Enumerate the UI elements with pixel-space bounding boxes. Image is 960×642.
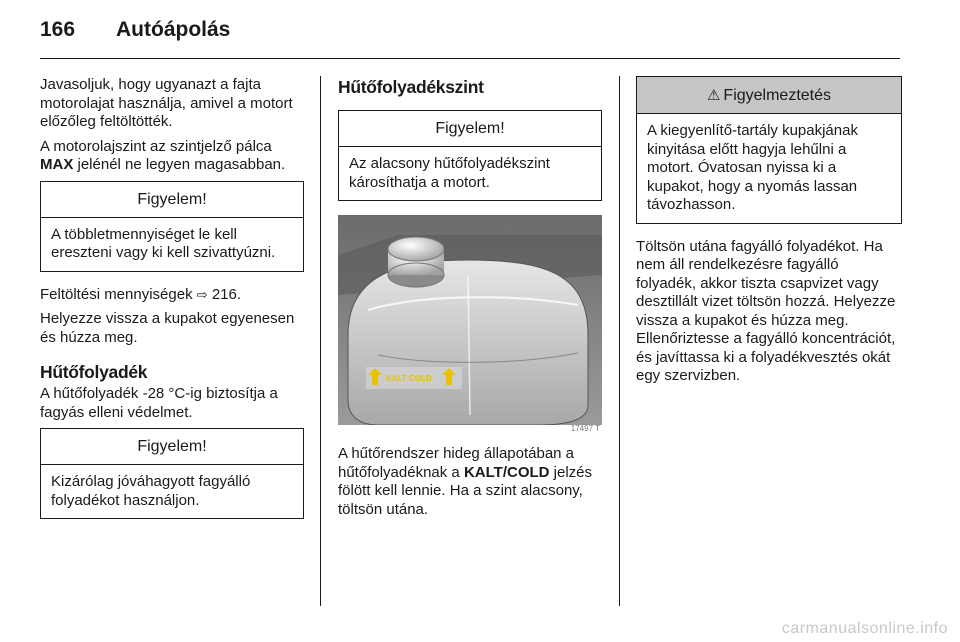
notice-box-excess <box>40 181 304 272</box>
capacities-text: Feltöltési mennyiségek <box>40 285 197 303</box>
notice-box-antifreeze <box>40 428 304 519</box>
page-number: 166 <box>40 18 76 41</box>
notice-body: Kizárólag jóváhagyott fagyálló folyadékot használjon. <box>51 473 251 509</box>
header-rule <box>40 58 900 59</box>
coolant-reservoir-illustration <box>338 215 602 435</box>
oil-type-paragraph: Javasoljuk, hogy ugyanazt a fajta motorolajat használja, amivel a motort előzőleg feltöltötték. <box>40 76 293 130</box>
column-divider-2 <box>619 76 620 606</box>
column-2 <box>338 76 602 525</box>
coolant-protection-paragraph: A hűtőfolyadék -28 °C-ig biztosítja a fagyás elleni védelmet. <box>40 385 278 421</box>
top-up-paragraph: Töltsön utána fagyálló folyadékot. Ha nem áll rendelkezésre fagyálló folyadék, akkor tiszta csapvizet vagy desztillált vizet töltsön hozzá. Helyezze vissza a kupakot és húzza meg. Ellenőriztesse a fagyálló koncentrációt, és javíttassa ki a folyadékvesztés okát egy szervizben. <box>636 237 896 384</box>
notice-box-low-coolant <box>338 110 602 201</box>
notice-body: A többletmennyiséget le kell ereszteni vagy ki kell szivattyúzni. <box>51 225 276 261</box>
column-3 <box>636 76 902 392</box>
oil-level-suffix: jelénél ne legyen magasabban. <box>73 156 286 173</box>
kalt-cold-label: KALT/COLD <box>463 463 550 481</box>
notice-heading: Figyelem! <box>41 182 303 218</box>
coolant-level-heading: Hűtőfolyadékszint <box>338 77 484 97</box>
column-1 <box>40 76 304 533</box>
site-watermark: carmanualsonline.info <box>781 620 948 637</box>
notice-heading: Figyelem! <box>41 429 303 465</box>
warning-box <box>636 76 902 224</box>
coolant-heading: Hűtőfolyadék <box>40 362 148 382</box>
page-title: Autóápolás <box>116 18 231 41</box>
page-header <box>40 14 900 54</box>
warning-body: A kiegyenlítő-tartály kupakjának kinyitása előtt hagyja lehűlni a motort. Óvatosan nyissa ki a kupakot, hogy a nyomás lassan távozhasson. <box>647 122 858 213</box>
oil-level-text: A motorolajszint az szintjelző pálca <box>40 137 272 155</box>
column-divider-1 <box>320 76 321 606</box>
max-mark: MAX <box>40 156 74 173</box>
cold-level-suffix: jelzés fölött kell lennie. Ha a szint alacsony, töltsön utána. <box>338 463 593 518</box>
cold-level-paragraph <box>338 445 602 519</box>
oil-level-paragraph <box>40 138 304 175</box>
cold-level-text: A hűtőrendszer hideg állapotában a hűtőfolyadéknak a <box>338 445 575 481</box>
capacities-paragraph <box>40 286 304 305</box>
cap-replace-paragraph: Helyezze vissza a kupakot egyenesen és húzza meg. <box>40 310 295 346</box>
reservoir-drawing <box>338 215 602 425</box>
capacities-page: 216. <box>207 285 242 303</box>
kalt-cold-marking: KALT COLD <box>386 374 432 383</box>
page-reference-icon: ⇨ <box>196 286 208 302</box>
notice-heading: Figyelem! <box>339 111 601 147</box>
notice-body: Az alacsony hűtőfolyadékszint károsíthatja a motort. <box>349 155 550 191</box>
warning-heading-text: Figyelmeztetés <box>723 87 832 104</box>
warning-heading <box>637 77 901 114</box>
warning-triangle-icon: ⚠ <box>706 87 721 104</box>
figure-number: 17497 T <box>570 424 600 433</box>
